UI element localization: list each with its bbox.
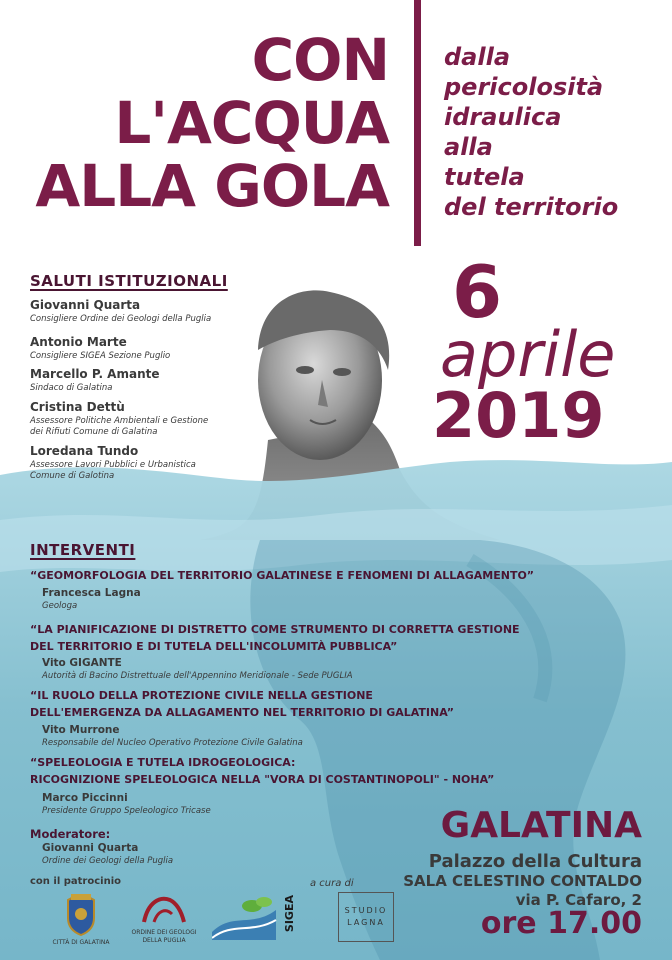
subtitle-line-2: pericolosità [444,73,604,101]
date-month: aprile [440,318,616,391]
talk-3-title: “IL RUOLO DELLA PROTEZIONE CIVILE NELLA GESTIONE [30,689,373,702]
talk-3-title-2: DELL'EMERGENZA DA ALLAGAMENTO NEL TERRITORIO DI GALATINA” [30,706,454,719]
venue-hall: SALA CELESTINO CONTALDO [403,872,642,890]
logo-4-line-1: STUDIO [344,906,388,915]
saluti-heading: SALUTI ISTITUZIONALI [30,272,228,290]
talk-1-title: “GEOMORFOLOGIA DEL TERRITORIO GALATINESE E FENOMENI DI ALLAGAMENTO” [30,569,535,582]
saluti-name-2: Antonio Marte [30,335,127,349]
saluti-name-5: Loredana Tundo [30,444,139,458]
venue-time: ore 17.00 [480,906,642,941]
talk-4-title-2: RICOGNIZIONE SPELEOLOGICA NELLA "VORA DI COSTANTINOPOLI" - NOHA” [30,773,495,786]
subtitle-line-3: idraulica [444,103,562,131]
date-day: 6 [452,250,503,334]
saluti-role-4: Assessore Politiche Ambientali e Gestione [30,416,209,426]
subtitle-line-5: tutela [444,163,525,191]
subtitle-line-4: alla [444,133,493,161]
saluti-role-3: Sindaco di Galatina [30,383,113,393]
venue-address: via P. Cafaro, 2 [515,891,642,909]
talk-1-role: Geologa [42,601,78,611]
title-line-3: ALLA GOLA [35,152,389,220]
patrocinio-label: con il patrocinio [30,876,121,887]
saluti-name-3: Marcello P. Amante [30,367,160,381]
interventi-heading: INTERVENTI [30,541,136,559]
saluti-role-4b: dei Rifiuti Comune di Galatina [30,427,158,437]
date-year: 2019 [432,379,605,452]
logo-4-line-2: LAGNA [347,918,385,927]
talk-4-title: “SPELEOLOGIA E TUTELA IDROGEOLOGICA: [30,756,296,769]
ordine-geologi-logo-icon [140,892,188,928]
logo-2-caption-2: DELLA PUGLIA [142,937,186,944]
saluti-name-4: Cristina Dettù [30,400,125,414]
moderatore-name: Giovanni Quarta [42,842,139,854]
logo-2-caption-1: ORDINE DEI GEOLOGI [131,929,197,936]
saluti-role-1: Consigliere Ordine dei Geologi della Puglia [30,314,212,324]
talk-3-role: Responsabile del Nucleo Operativo Protezione Civile Galatina [42,738,303,748]
talk-4-speaker: Marco Piccinni [42,792,128,804]
moderatore-heading: Moderatore: [30,827,111,841]
logo-3-text: SIGEA [283,895,296,933]
subtitle-line-1: dalla [444,43,511,71]
title-divider [414,0,421,246]
cura-label: a cura di [310,878,354,889]
title-line-2: L'ACQUA [114,89,389,157]
talk-2-title: “LA PIANIFICAZIONE DI DISTRETTO COME STRUMENTO DI CORRETTA GESTIONE [30,623,520,636]
venue-city: GALATINA [440,805,642,846]
studio-lagna-logo [338,892,394,942]
saluti-role-2: Consigliere SIGEA Sezione Puglio [30,351,171,361]
saluti-name-1: Giovanni Quarta [30,298,141,312]
talk-2-role: Autorità di Bacino Distrettuale dell'Appennino Meridionale - Sede PUGLIA [42,671,353,681]
logo-1-caption: CITTÀ DI GALATINA [52,939,110,946]
saluti-role-5: Assessore Lavori Pubblici e Urbanistica [30,460,196,470]
venue-place: Palazzo della Cultura [428,851,642,872]
talk-4-role: Presidente Gruppo Speleologico Tricase [42,806,211,816]
title-line-1: CON [251,26,389,94]
moderatore-role: Ordine dei Geologi della Puglia [42,856,174,866]
saluti-role-5b: Comune di Galotina [30,471,115,481]
talk-2-speaker: Vito GIGANTE [42,657,122,669]
talk-3-speaker: Vito Murrone [42,724,120,736]
subtitle-line-6: del territorio [444,193,619,221]
galatina-coat-of-arms-icon [64,892,98,936]
talk-2-title-2: DEL TERRITORIO E DI TUTELA DELL'INCOLUMITÀ PUBBLICA” [30,640,398,653]
talk-1-speaker: Francesca Lagna [42,587,141,599]
